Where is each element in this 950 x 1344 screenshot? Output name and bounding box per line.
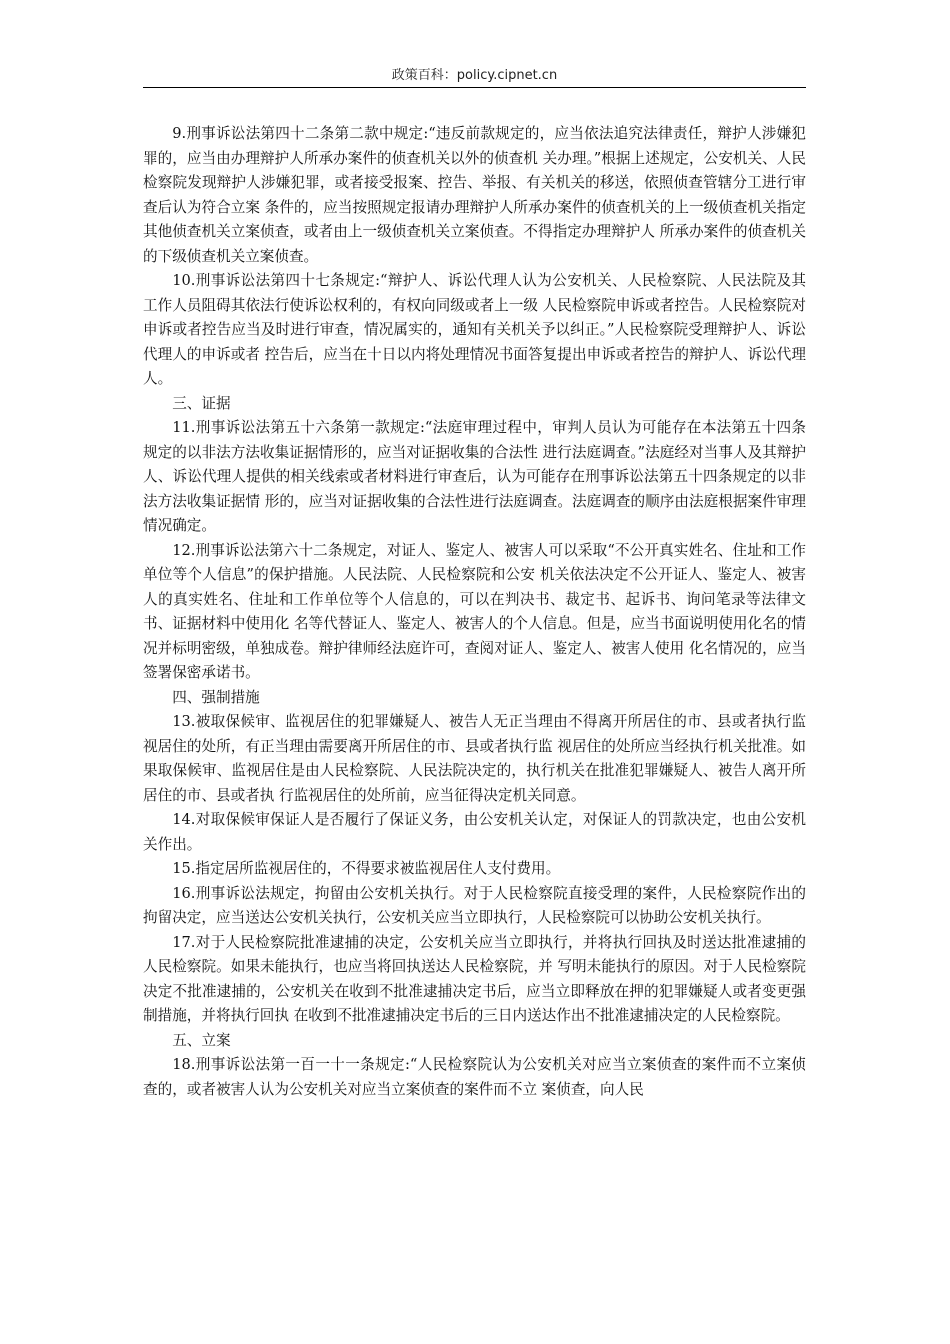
- paragraph-9: 9.刑事诉讼法第四十二条第二款中规定:“违反前款规定的，应当依法追究法律责任，辩护人涉嫌犯罪的，应当由办理辩护人所承办案件的侦查机关以外的侦查机 关办理。”根据上述规定，公安机关、人民检察院发现辩护人涉嫌犯罪，或者接受报案、控告、举报、有关机关的移送，依照侦查管辖分工进行审查后认为符合立案 条件的，应当按照规定报请办理辩护人所承办案件的侦查机关的上一级侦查机关指定其他侦查机关立案侦查，或者由上一级侦查机关立案侦查。不得指定办理辩护人 所承办案件的侦查机关的下级侦查机关立案侦查。: [143, 125, 806, 265]
- section-heading-filing: 五、立案: [172, 1031, 231, 1049]
- section-heading-evidence: 三、证据: [172, 394, 231, 412]
- paragraph-10: 10.刑事诉讼法第四十七条规定:“辩护人、诉讼代理人认为公安机关、人民检察院、人民法院及其工作人员阻碍其依法行使诉讼权利的，有权向同级或者上一级 人民检察院申诉或者控告。人民检察院对申诉或者控告应当及时进行审查，情况属实的，通知有关机关予以纠正。”人民检察院受理辩护人、诉讼代理人的申诉或者 控告后，应当在十日以内将处理情况书面答复提出申诉或者控告的辩护人、诉讼代理人。: [143, 272, 806, 387]
- page-header: 政策百科：policy.cipnet.cn: [391, 68, 558, 83]
- paragraph-12: 12.刑事诉讼法第六十二条规定，对证人、鉴定人、被害人可以采取“不公开真实姓名、住址和工作单位等个人信息”的保护措施。人民法院、人民检察院和公安 机关依法决定不公开证人、鉴定人、被害人的真实姓名、住址和工作单位等个人信息的，可以在判决书、裁定书、起诉书、询问笔录等法律文书、证据材料中使用化 名等代替证人、鉴定人、被害人的个人信息。但是，应当书面说明使用化名的情况并标明密级，单独成卷。辩护律师经法庭许可，查阅对证人、鉴定人、被害人使用 化名情况的，应当签署保密承诺书。: [143, 541, 806, 681]
- paragraph-15: 15.指定居所监视居住的，不得要求被监视居住人支付费用。: [172, 860, 561, 877]
- paragraph-13: 13.被取保候审、监视居住的犯罪嫌疑人、被告人无正当理由不得离开所居住的市、县或者执行监视居住的处所，有正当理由需要离开所居住的市、县或者执行监 视居住的处所应当经执行机关批准。如果取保候审、监视居住是由人民检察院、人民法院决定的，执行机关在批准犯罪嫌疑人、被告人离开所居住的市、县或者执 行监视居住的处所前，应当征得决定机关同意。: [143, 713, 806, 804]
- paragraph-16: 16.刑事诉讼法规定，拘留由公安机关执行。对于人民检察院直接受理的案件，人民检察院作出的拘留决定，应当送达公安机关执行，公安机关应当立即执行，人民检察院可以协助公安机关执行。: [143, 884, 806, 926]
- paragraph-11: 11.刑事诉讼法第五十六条第一款规定:“法庭审理过程中，审判人员认为可能存在本法第五十四条规定的以非法方法收集证据情形的，应当对证据收集的合法性 进行法庭调查。”法庭经对当事人及其辩护人、诉讼代理人提供的相关线索或者材料进行审查后，认为可能存在刑事诉讼法第五十四条规定的以非法方法收集证据情 形的，应当对证据收集的合法性进行法庭调查。法庭调查的顺序由法庭根据案件审理情况确定。: [143, 419, 806, 534]
- header-divider: [143, 87, 806, 88]
- paragraph-17: 17.对于人民检察院批准逮捕的决定，公安机关应当立即执行，并将执行回执及时送达批准逮捕的人民检察院。如果未能执行，也应当将回执送达人民检察院，并 写明未能执行的原因。对于人民检察院决定不批准逮捕的，公安机关在收到不批准逮捕决定书后，应当立即释放在押的犯罪嫌疑人或者变更强制措施，并将执行回执 在收到不批准逮捕决定书后的三日内送达作出不批准逮捕决定的人民检察院。: [143, 933, 806, 1024]
- paragraph-18: 18.刑事诉讼法第一百一十一条规定:“人民检察院认为公安机关对应当立案侦查的案件而不立案侦查的，或者被害人认为公安机关对应当立案侦查的案件而不立 案侦查，向人民: [143, 1056, 806, 1098]
- document-body: [143, 122, 806, 1102]
- section-heading-coercive-measures: 四、强制措施: [172, 688, 260, 706]
- paragraph-14: 14.对取保候审保证人是否履行了保证义务，由公安机关认定，对保证人的罚款决定，也由公安机关作出。: [143, 811, 806, 853]
